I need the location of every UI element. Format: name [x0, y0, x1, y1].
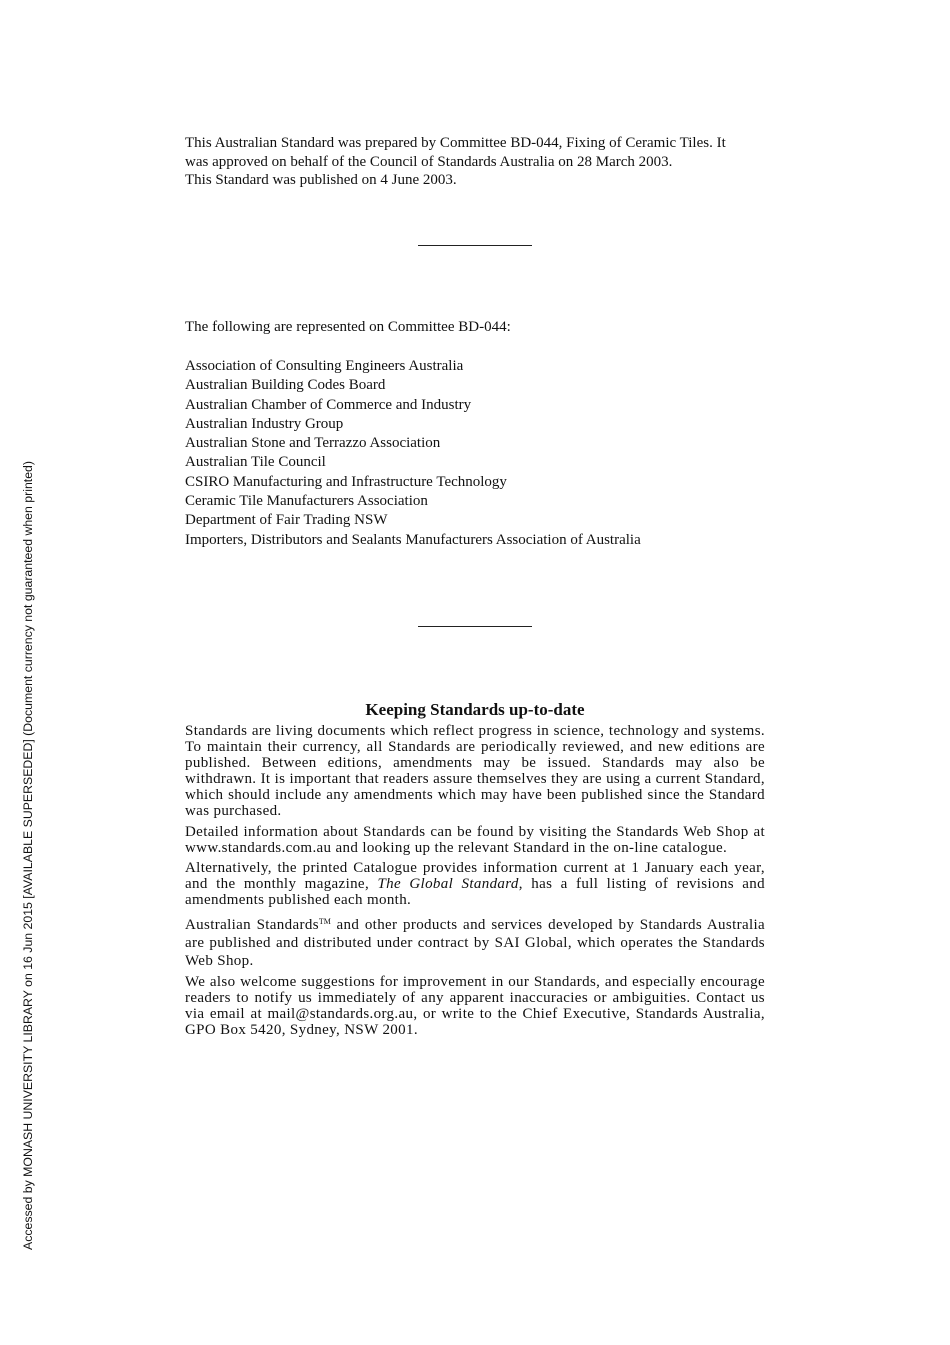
paragraph-text: Australian Standards — [185, 916, 319, 933]
keeping-standards-body — [185, 723, 765, 1043]
committee-heading: The following are represented on Committee BD-044: — [185, 319, 511, 335]
divider — [418, 245, 532, 246]
paragraph — [185, 913, 765, 970]
paragraph: Standards are living documents which reflect progress in science, technology and systems. To maintain their currency, all Standards are periodically reviewed, and new editions are published. Between editions, amendments may be issued. Standards may also be withdrawn. It is important that readers assure themselves they are using a current Standard, which should include any amendments which may have been published since the Standard was purchased. — [185, 723, 765, 819]
committee-member: Australian Industry Group — [185, 415, 344, 432]
committee-member-list — [185, 357, 765, 550]
committee-member: Department of Fair Trading NSW — [185, 512, 388, 529]
access-watermark: Accessed by MONASH UNIVERSITY LIBRARY on 16 Jun 2015 [AVAILABLE SUPERSEDED] (Document currency not guaranteed when printed) — [21, 461, 35, 1250]
preparation-line: This Australian Standard was prepared by Committee BD-044, Fixing of Ceramic Tiles. It — [185, 135, 726, 151]
trademark-mark: TM — [318, 916, 331, 926]
committee-member: Importers, Distributors and Sealants Manufacturers Association of Australia — [185, 531, 641, 548]
paragraph-text: Alternatively, the printed Catalogue provides information current at 1 January each year, and the monthly magazine, — [185, 860, 765, 892]
committee-member: Association of Consulting Engineers Australia — [185, 358, 464, 374]
preparation-line: was approved on behalf of the Council of Standards Australia on 28 March 2003. — [185, 153, 673, 170]
preparation-statement — [185, 134, 765, 190]
section-title: Keeping Standards up-to-date — [365, 700, 585, 719]
paragraph — [185, 860, 765, 908]
divider — [418, 626, 532, 627]
committee-member: Australian Stone and Terrazzo Association — [185, 435, 441, 452]
paragraph: Detailed information about Standards can be found by visiting the Standards Web Shop at www.standards.com.au and looking up the relevant Standard in the on-line catalogue. — [185, 823, 765, 856]
committee-member: Australian Building Codes Board — [185, 377, 386, 394]
committee-member: CSIRO Manufacturing and Infrastructure Technology — [185, 473, 507, 490]
magazine-title: The Global Standard — [377, 876, 519, 892]
paragraph: We also welcome suggestions for improvement in our Standards, and especially encourage readers to notify us immediately of any apparent inaccuracies or ambiguities. Contact us via email at mail@standards.org.au, or write to the Chief Executive, Standards Australia, GPO Box 5420, Sydney, NSW 2001. — [185, 974, 765, 1038]
committee-member: Australian Tile Council — [185, 454, 326, 471]
committee-member: Ceramic Tile Manufacturers Association — [185, 493, 428, 510]
paragraph-text: , has a full listing of revisions and amendments published each month. — [185, 876, 765, 908]
publication-line: This Standard was published on 4 June 2003. — [185, 172, 457, 188]
committee-member: Australian Chamber of Commerce and Industry — [185, 396, 472, 413]
paragraph-text: and other products and services developed by Standards Australia are published and distributed under contract by SAI Global, which operates the Standards Web Shop. — [185, 916, 766, 969]
